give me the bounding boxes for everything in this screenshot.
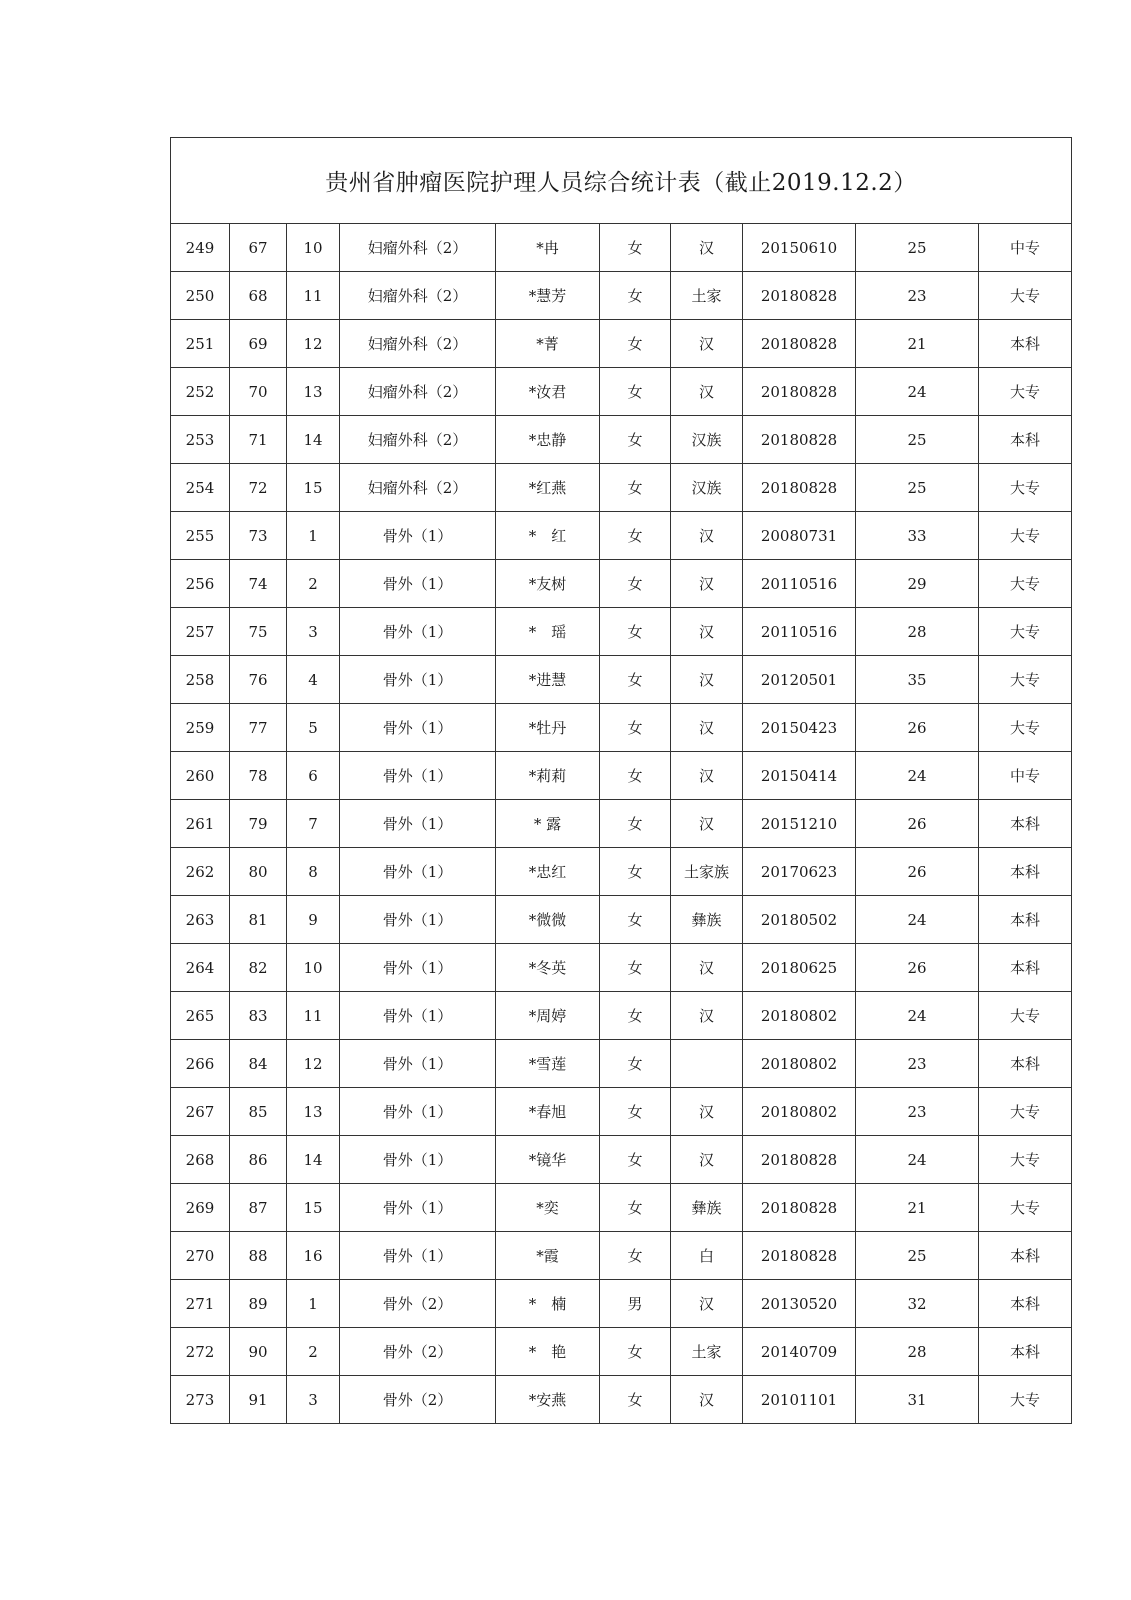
cell-dept-index: 87: [230, 1184, 287, 1232]
cell-department: 妇瘤外科（2）: [340, 464, 496, 512]
cell-hire-date: 20180828: [743, 464, 856, 512]
cell-department: 妇瘤外科（2）: [340, 272, 496, 320]
cell-department: 骨外（1）: [340, 1184, 496, 1232]
cell-age: 32: [856, 1280, 979, 1328]
cell-hire-date: 20110516: [743, 608, 856, 656]
cell-dept-index: 68: [230, 272, 287, 320]
cell-education: 本科: [979, 416, 1072, 464]
cell-name: *微微: [496, 896, 600, 944]
cell-gender: 女: [600, 560, 671, 608]
cell-ethnicity: 彝族: [671, 896, 743, 944]
cell-education: 大专: [979, 1136, 1072, 1184]
cell-age: 24: [856, 752, 979, 800]
cell-education: 本科: [979, 944, 1072, 992]
cell-gender: 女: [600, 800, 671, 848]
table-row: [171, 896, 1072, 944]
cell-ethnicity: 汉: [671, 224, 743, 272]
cell-dept-index: 82: [230, 944, 287, 992]
cell-age: 26: [856, 704, 979, 752]
cell-age: 25: [856, 464, 979, 512]
cell-gender: 女: [600, 320, 671, 368]
cell-dept-index: 90: [230, 1328, 287, 1376]
table-row: [171, 608, 1072, 656]
cell-hire-date: 20170623: [743, 848, 856, 896]
cell-department: 骨外（1）: [340, 704, 496, 752]
cell-gender: 女: [600, 1136, 671, 1184]
table-row: [171, 560, 1072, 608]
cell-dept-seq: 4: [287, 656, 340, 704]
table-row: [171, 368, 1072, 416]
cell-education: 大专: [979, 272, 1072, 320]
cell-education: 本科: [979, 800, 1072, 848]
cell-ethnicity: 土家: [671, 1328, 743, 1376]
cell-department: 骨外（1）: [340, 992, 496, 1040]
cell-age: 25: [856, 1232, 979, 1280]
table-row: [171, 512, 1072, 560]
cell-gender: 女: [600, 896, 671, 944]
cell-gender: 女: [600, 464, 671, 512]
cell-serial-no: 254: [171, 464, 230, 512]
table-row: [171, 1136, 1072, 1184]
cell-department: 骨外（1）: [340, 512, 496, 560]
cell-name: *周婷: [496, 992, 600, 1040]
cell-name: * 楠: [496, 1280, 600, 1328]
cell-serial-no: 267: [171, 1088, 230, 1136]
table-row: [171, 1040, 1072, 1088]
cell-hire-date: 20150423: [743, 704, 856, 752]
cell-education: 本科: [979, 320, 1072, 368]
cell-education: 中专: [979, 752, 1072, 800]
cell-dept-seq: 11: [287, 272, 340, 320]
cell-dept-index: 78: [230, 752, 287, 800]
cell-serial-no: 260: [171, 752, 230, 800]
cell-serial-no: 249: [171, 224, 230, 272]
table-row: [171, 704, 1072, 752]
cell-name: *忠静: [496, 416, 600, 464]
cell-age: 33: [856, 512, 979, 560]
cell-ethnicity: 汉: [671, 992, 743, 1040]
cell-age: 28: [856, 608, 979, 656]
table-title: 贵州省肿瘤医院护理人员综合统计表（截止2019.12.2）: [171, 138, 1072, 224]
cell-dept-seq: 1: [287, 1280, 340, 1328]
cell-name: *冬英: [496, 944, 600, 992]
cell-ethnicity: 汉: [671, 944, 743, 992]
cell-department: 骨外（1）: [340, 1088, 496, 1136]
cell-hire-date: 20120501: [743, 656, 856, 704]
cell-ethnicity: 汉: [671, 368, 743, 416]
cell-serial-no: 265: [171, 992, 230, 1040]
cell-serial-no: 263: [171, 896, 230, 944]
cell-dept-index: 73: [230, 512, 287, 560]
cell-education: 大专: [979, 464, 1072, 512]
cell-education: 大专: [979, 560, 1072, 608]
cell-hire-date: 20080731: [743, 512, 856, 560]
cell-dept-seq: 2: [287, 1328, 340, 1376]
cell-dept-index: 67: [230, 224, 287, 272]
cell-education: 大专: [979, 1088, 1072, 1136]
cell-hire-date: 20101101: [743, 1376, 856, 1424]
cell-dept-index: 69: [230, 320, 287, 368]
cell-ethnicity: 汉: [671, 1280, 743, 1328]
cell-gender: 女: [600, 416, 671, 464]
cell-name: *友树: [496, 560, 600, 608]
cell-department: 妇瘤外科（2）: [340, 416, 496, 464]
cell-gender: 女: [600, 704, 671, 752]
cell-age: 24: [856, 992, 979, 1040]
cell-dept-seq: 7: [287, 800, 340, 848]
table-row: [171, 320, 1072, 368]
cell-name: *镜华: [496, 1136, 600, 1184]
cell-ethnicity: 汉: [671, 608, 743, 656]
cell-serial-no: 257: [171, 608, 230, 656]
cell-age: 29: [856, 560, 979, 608]
cell-department: 妇瘤外科（2）: [340, 320, 496, 368]
cell-name: *进慧: [496, 656, 600, 704]
cell-dept-seq: 16: [287, 1232, 340, 1280]
cell-dept-seq: 13: [287, 1088, 340, 1136]
cell-department: 骨外（1）: [340, 1232, 496, 1280]
table-row: [171, 416, 1072, 464]
cell-education: 大专: [979, 1376, 1072, 1424]
cell-department: 骨外（1）: [340, 896, 496, 944]
cell-serial-no: 270: [171, 1232, 230, 1280]
table-row: [171, 224, 1072, 272]
cell-name: *忠红: [496, 848, 600, 896]
cell-dept-index: 76: [230, 656, 287, 704]
cell-department: 骨外（1）: [340, 800, 496, 848]
cell-dept-index: 85: [230, 1088, 287, 1136]
cell-age: 25: [856, 416, 979, 464]
cell-hire-date: 20151210: [743, 800, 856, 848]
cell-ethnicity: 汉: [671, 752, 743, 800]
cell-hire-date: 20180828: [743, 1184, 856, 1232]
cell-gender: 女: [600, 1376, 671, 1424]
cell-serial-no: 250: [171, 272, 230, 320]
cell-serial-no: 262: [171, 848, 230, 896]
cell-name: *红燕: [496, 464, 600, 512]
cell-department: 骨外（2）: [340, 1280, 496, 1328]
table-row: [171, 1328, 1072, 1376]
cell-dept-index: 89: [230, 1280, 287, 1328]
cell-hire-date: 20110516: [743, 560, 856, 608]
cell-name: * 红: [496, 512, 600, 560]
cell-age: 24: [856, 368, 979, 416]
cell-name: *霞: [496, 1232, 600, 1280]
cell-serial-no: 273: [171, 1376, 230, 1424]
cell-name: *莉莉: [496, 752, 600, 800]
cell-dept-seq: 11: [287, 992, 340, 1040]
cell-ethnicity: 汉: [671, 800, 743, 848]
cell-serial-no: 253: [171, 416, 230, 464]
cell-dept-seq: 10: [287, 944, 340, 992]
cell-dept-index: 74: [230, 560, 287, 608]
cell-dept-index: 86: [230, 1136, 287, 1184]
cell-gender: 女: [600, 272, 671, 320]
cell-ethnicity: 汉: [671, 320, 743, 368]
cell-dept-seq: 15: [287, 1184, 340, 1232]
cell-education: 大专: [979, 704, 1072, 752]
cell-hire-date: 20180828: [743, 368, 856, 416]
cell-education: 本科: [979, 1280, 1072, 1328]
cell-gender: 女: [600, 752, 671, 800]
cell-dept-index: 80: [230, 848, 287, 896]
cell-hire-date: 20130520: [743, 1280, 856, 1328]
cell-age: 23: [856, 1040, 979, 1088]
cell-department: 骨外（2）: [340, 1376, 496, 1424]
cell-name: *安燕: [496, 1376, 600, 1424]
table-row: [171, 752, 1072, 800]
cell-gender: 男: [600, 1280, 671, 1328]
cell-serial-no: 252: [171, 368, 230, 416]
cell-dept-seq: 2: [287, 560, 340, 608]
cell-serial-no: 261: [171, 800, 230, 848]
cell-department: 骨外（1）: [340, 848, 496, 896]
cell-dept-seq: 14: [287, 1136, 340, 1184]
cell-gender: 女: [600, 368, 671, 416]
cell-education: 本科: [979, 1232, 1072, 1280]
cell-age: 21: [856, 1184, 979, 1232]
cell-dept-index: 71: [230, 416, 287, 464]
cell-education: 大专: [979, 992, 1072, 1040]
cell-department: 骨外（1）: [340, 608, 496, 656]
cell-hire-date: 20180802: [743, 992, 856, 1040]
cell-age: 24: [856, 1136, 979, 1184]
cell-ethnicity: 彝族: [671, 1184, 743, 1232]
cell-age: 26: [856, 848, 979, 896]
cell-ethnicity: 汉: [671, 1376, 743, 1424]
cell-age: 23: [856, 1088, 979, 1136]
cell-name: * 艳: [496, 1328, 600, 1376]
cell-ethnicity: 汉: [671, 1136, 743, 1184]
cell-dept-index: 91: [230, 1376, 287, 1424]
cell-dept-index: 70: [230, 368, 287, 416]
cell-dept-index: 75: [230, 608, 287, 656]
table-row: [171, 1184, 1072, 1232]
cell-hire-date: 20180828: [743, 416, 856, 464]
cell-name: *牡丹: [496, 704, 600, 752]
cell-gender: 女: [600, 1088, 671, 1136]
cell-name: *雪莲: [496, 1040, 600, 1088]
cell-ethnicity: 土家族: [671, 848, 743, 896]
cell-serial-no: 255: [171, 512, 230, 560]
cell-ethnicity: 汉: [671, 560, 743, 608]
cell-gender: 女: [600, 224, 671, 272]
table-row: [171, 272, 1072, 320]
cell-dept-seq: 3: [287, 1376, 340, 1424]
staff-statistics-table: [170, 137, 1072, 1424]
cell-hire-date: 20150610: [743, 224, 856, 272]
cell-ethnicity: 白: [671, 1232, 743, 1280]
table-row: [171, 992, 1072, 1040]
cell-education: 大专: [979, 1184, 1072, 1232]
cell-dept-seq: 13: [287, 368, 340, 416]
cell-ethnicity: 汉族: [671, 416, 743, 464]
cell-age: 26: [856, 944, 979, 992]
cell-dept-seq: 14: [287, 416, 340, 464]
cell-name: *冉: [496, 224, 600, 272]
cell-gender: 女: [600, 848, 671, 896]
cell-department: 骨外（1）: [340, 560, 496, 608]
cell-dept-seq: 1: [287, 512, 340, 560]
cell-ethnicity: 汉族: [671, 464, 743, 512]
cell-dept-seq: 12: [287, 1040, 340, 1088]
cell-dept-seq: 9: [287, 896, 340, 944]
cell-gender: 女: [600, 608, 671, 656]
cell-gender: 女: [600, 1232, 671, 1280]
cell-hire-date: 20180802: [743, 1088, 856, 1136]
cell-dept-seq: 15: [287, 464, 340, 512]
table-row: [171, 944, 1072, 992]
cell-age: 31: [856, 1376, 979, 1424]
cell-hire-date: 20180828: [743, 1232, 856, 1280]
cell-name: * 露: [496, 800, 600, 848]
table-row: [171, 848, 1072, 896]
cell-department: 骨外（1）: [340, 944, 496, 992]
cell-dept-seq: 3: [287, 608, 340, 656]
cell-gender: 女: [600, 1328, 671, 1376]
table-row: [171, 1376, 1072, 1424]
cell-name: *奕: [496, 1184, 600, 1232]
cell-education: 大专: [979, 368, 1072, 416]
cell-department: 骨外（2）: [340, 1328, 496, 1376]
cell-department: 妇瘤外科（2）: [340, 224, 496, 272]
cell-education: 本科: [979, 896, 1072, 944]
cell-name: *慧芳: [496, 272, 600, 320]
cell-dept-index: 79: [230, 800, 287, 848]
table-row: [171, 800, 1072, 848]
cell-serial-no: 268: [171, 1136, 230, 1184]
cell-education: 本科: [979, 1328, 1072, 1376]
cell-age: 23: [856, 272, 979, 320]
table-row: [171, 464, 1072, 512]
cell-gender: 女: [600, 656, 671, 704]
cell-gender: 女: [600, 992, 671, 1040]
cell-gender: 女: [600, 944, 671, 992]
cell-name: *菁: [496, 320, 600, 368]
cell-serial-no: 251: [171, 320, 230, 368]
table-row: [171, 1088, 1072, 1136]
cell-age: 26: [856, 800, 979, 848]
cell-age: 28: [856, 1328, 979, 1376]
cell-department: 骨外（1）: [340, 1040, 496, 1088]
cell-hire-date: 20180502: [743, 896, 856, 944]
cell-gender: 女: [600, 512, 671, 560]
title-row: [171, 138, 1072, 224]
cell-department: 骨外（1）: [340, 656, 496, 704]
cell-education: 大专: [979, 608, 1072, 656]
cell-dept-index: 88: [230, 1232, 287, 1280]
cell-serial-no: 269: [171, 1184, 230, 1232]
cell-dept-seq: 10: [287, 224, 340, 272]
cell-hire-date: 20180828: [743, 1136, 856, 1184]
cell-dept-seq: 5: [287, 704, 340, 752]
cell-ethnicity: 土家: [671, 272, 743, 320]
cell-age: 24: [856, 896, 979, 944]
cell-education: 大专: [979, 512, 1072, 560]
cell-age: 25: [856, 224, 979, 272]
cell-ethnicity: 汉: [671, 656, 743, 704]
cell-dept-index: 81: [230, 896, 287, 944]
cell-name: *春旭: [496, 1088, 600, 1136]
cell-department: 骨外（1）: [340, 1136, 496, 1184]
cell-gender: 女: [600, 1184, 671, 1232]
cell-hire-date: 20180828: [743, 320, 856, 368]
cell-department: 骨外（1）: [340, 752, 496, 800]
cell-dept-index: 84: [230, 1040, 287, 1088]
table-row: [171, 656, 1072, 704]
cell-gender: 女: [600, 1040, 671, 1088]
cell-ethnicity: 汉: [671, 512, 743, 560]
cell-age: 21: [856, 320, 979, 368]
table-row: [171, 1232, 1072, 1280]
cell-education: 大专: [979, 656, 1072, 704]
cell-ethnicity: [671, 1040, 743, 1088]
cell-dept-index: 72: [230, 464, 287, 512]
cell-ethnicity: 汉: [671, 1088, 743, 1136]
cell-hire-date: 20140709: [743, 1328, 856, 1376]
cell-hire-date: 20180802: [743, 1040, 856, 1088]
cell-serial-no: 259: [171, 704, 230, 752]
cell-education: 中专: [979, 224, 1072, 272]
table-row: [171, 1280, 1072, 1328]
cell-serial-no: 272: [171, 1328, 230, 1376]
cell-department: 妇瘤外科（2）: [340, 368, 496, 416]
cell-hire-date: 20180828: [743, 272, 856, 320]
cell-serial-no: 266: [171, 1040, 230, 1088]
cell-education: 本科: [979, 1040, 1072, 1088]
cell-ethnicity: 汉: [671, 704, 743, 752]
cell-serial-no: 258: [171, 656, 230, 704]
cell-hire-date: 20150414: [743, 752, 856, 800]
cell-dept-seq: 12: [287, 320, 340, 368]
cell-name: * 瑶: [496, 608, 600, 656]
cell-hire-date: 20180625: [743, 944, 856, 992]
cell-dept-index: 77: [230, 704, 287, 752]
cell-age: 35: [856, 656, 979, 704]
cell-serial-no: 256: [171, 560, 230, 608]
cell-name: *汝君: [496, 368, 600, 416]
cell-dept-index: 83: [230, 992, 287, 1040]
cell-serial-no: 264: [171, 944, 230, 992]
cell-dept-seq: 6: [287, 752, 340, 800]
cell-serial-no: 271: [171, 1280, 230, 1328]
cell-dept-seq: 8: [287, 848, 340, 896]
cell-education: 本科: [979, 848, 1072, 896]
